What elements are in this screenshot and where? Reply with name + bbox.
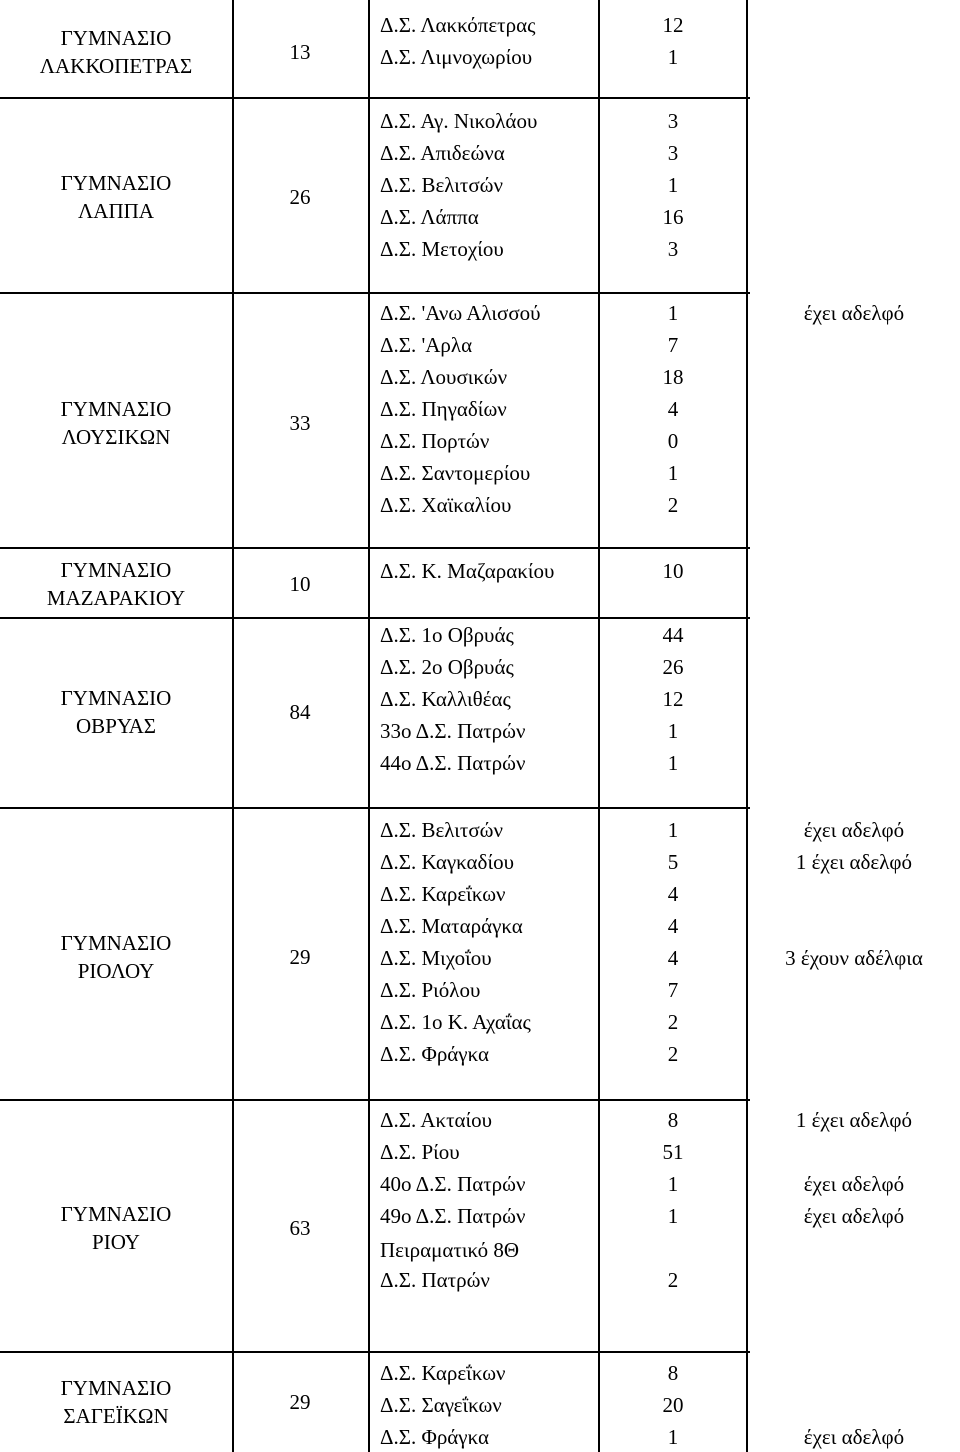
school-unit-name bbox=[380, 298, 541, 328]
school-unit-name bbox=[380, 394, 507, 424]
student-count: 1 bbox=[667, 1172, 679, 1196]
table-row bbox=[0, 748, 960, 778]
school-total: 26 bbox=[289, 185, 311, 209]
school-unit-name bbox=[380, 847, 514, 877]
table-row bbox=[0, 1007, 960, 1037]
school-unit-name-line: Δ.Σ. Φράγκα bbox=[380, 1425, 489, 1449]
school-name-line: ΜΑΖΑΡΑΚΙΟΥ bbox=[46, 586, 186, 610]
school-unit-name-line: Δ.Σ. Καγκαδίου bbox=[380, 850, 514, 874]
school-unit-name bbox=[380, 1007, 531, 1037]
student-count: 4 bbox=[667, 914, 679, 938]
school-unit-name-line: Πειραματικό 8Θ bbox=[380, 1238, 520, 1262]
section-divider bbox=[0, 292, 370, 294]
student-count: 4 bbox=[667, 882, 679, 906]
section-divider bbox=[0, 807, 370, 809]
school-unit-name-line: Δ.Σ. Αγ. Νικολάου bbox=[380, 109, 538, 133]
school-unit-name-line: Δ.Σ. Λουσικών bbox=[380, 365, 508, 389]
school-name-line: ΓΥΜΝΑΣΙΟ bbox=[60, 397, 172, 421]
school-name-line: ΓΥΜΝΑΣΙΟ bbox=[60, 1202, 172, 1226]
table-row bbox=[0, 1039, 960, 1069]
table-row bbox=[0, 394, 960, 424]
student-count: 7 bbox=[667, 333, 679, 357]
school-unit-name bbox=[380, 106, 537, 136]
school-unit-name bbox=[380, 490, 511, 520]
sibling-note: 1 έχει αδελφό bbox=[795, 850, 913, 874]
table-row bbox=[0, 975, 960, 1005]
student-count: 26 bbox=[662, 655, 684, 679]
school-total: 29 bbox=[289, 1390, 311, 1414]
table-row bbox=[0, 1137, 960, 1167]
school-unit-name-line: Δ.Σ. Απιδεώνα bbox=[380, 141, 505, 165]
section-divider-right bbox=[370, 292, 750, 294]
school-name-line: ΛΟΥΣΙΚΩΝ bbox=[61, 425, 171, 449]
school-unit-name bbox=[380, 815, 503, 845]
table-row bbox=[0, 815, 960, 845]
school-unit-name bbox=[380, 1137, 460, 1167]
school-unit-name bbox=[380, 234, 504, 264]
student-count: 2 bbox=[667, 1268, 679, 1292]
school-unit-name-line: Δ.Σ. Ματαράγκα bbox=[380, 914, 523, 938]
student-count: 1 bbox=[667, 461, 679, 485]
school-unit-name-line: Δ.Σ. 1ο Κ. Αχαΐας bbox=[380, 1010, 531, 1034]
school-unit-name bbox=[380, 975, 480, 1005]
school-unit-name-line: Δ.Σ. Λακκόπετρας bbox=[380, 13, 536, 37]
school-unit-name-line: Δ.Σ. Ριόλου bbox=[380, 978, 481, 1002]
school-name-line: ΓΥΜΝΑΣΙΟ bbox=[60, 171, 172, 195]
table-row bbox=[0, 42, 960, 72]
student-count: 20 bbox=[662, 1393, 684, 1417]
school-unit-name-line: Δ.Σ. Πηγαδίων bbox=[380, 397, 507, 421]
school-unit-name bbox=[380, 10, 535, 40]
school-name-line: ΓΥΜΝΑΣΙΟ bbox=[60, 931, 172, 955]
school-unit-name bbox=[380, 684, 511, 714]
school-name-line: ΟΒΡΥΑΣ bbox=[76, 714, 156, 738]
student-count: 8 bbox=[667, 1361, 679, 1385]
student-count: 2 bbox=[667, 1042, 679, 1066]
school-unit-name-line: 44ο Δ.Σ. Πατρών bbox=[380, 751, 526, 775]
student-count: 12 bbox=[662, 13, 684, 37]
school-unit-name bbox=[380, 1390, 502, 1420]
student-count: 1 bbox=[667, 1425, 679, 1449]
table-row bbox=[0, 1390, 960, 1420]
student-count: 12 bbox=[662, 687, 684, 711]
school-unit-name-line: Δ.Σ. Βελιτσών bbox=[380, 818, 503, 842]
school-unit-name-line: Δ.Σ. 'Ανω Αλισσού bbox=[380, 301, 541, 325]
section-divider-right bbox=[370, 617, 750, 619]
sibling-note: έχει αδελφό bbox=[803, 818, 905, 842]
school-name-line: ΓΥΜΝΑΣΙΟ bbox=[60, 1376, 172, 1400]
table-row bbox=[0, 879, 960, 909]
table-row bbox=[0, 716, 960, 746]
table-row bbox=[0, 847, 960, 877]
school-unit-name bbox=[380, 42, 532, 72]
table-row bbox=[0, 138, 960, 168]
table-row bbox=[0, 1422, 960, 1452]
school-total: 29 bbox=[289, 945, 311, 969]
table-row bbox=[0, 620, 960, 650]
student-count: 1 bbox=[667, 45, 679, 69]
student-count: 18 bbox=[662, 365, 684, 389]
student-count: 2 bbox=[667, 1010, 679, 1034]
school-unit-name bbox=[380, 362, 507, 392]
sibling-note: 3 έχουν αδέλφια bbox=[785, 946, 923, 970]
student-count: 4 bbox=[667, 946, 679, 970]
school-unit-name-line: Δ.Σ. Ρίου bbox=[380, 1140, 460, 1164]
table-row bbox=[0, 943, 960, 973]
school-unit-name-line: Δ.Σ. Καλλιθέας bbox=[380, 687, 511, 711]
sibling-note: έχει αδελφό bbox=[803, 1425, 905, 1449]
table-row bbox=[0, 426, 960, 456]
school-unit-name-line: Δ.Σ. 'Αρλα bbox=[380, 333, 473, 357]
school-unit-name bbox=[380, 170, 503, 200]
school-unit-name bbox=[380, 458, 530, 488]
sibling-note: 1 έχει αδελφό bbox=[795, 1108, 913, 1132]
student-count: 10 bbox=[662, 559, 684, 583]
school-name-line: ΡΙΟΥ bbox=[92, 1230, 140, 1254]
table-row bbox=[0, 1358, 960, 1388]
table-row bbox=[0, 330, 960, 360]
school-name-line: ΛΑΠΠΑ bbox=[78, 199, 154, 223]
school-unit-name-line: Δ.Σ. 2ο Οβρυάς bbox=[380, 655, 514, 679]
table-row bbox=[0, 458, 960, 488]
table-row bbox=[0, 1201, 960, 1231]
section-divider-right bbox=[370, 97, 750, 99]
table-row bbox=[0, 10, 960, 40]
school-unit-name bbox=[380, 138, 505, 168]
school-unit-name-line: 49ο Δ.Σ. Πατρών bbox=[380, 1204, 526, 1228]
school-unit-name-line: Δ.Σ. Μετοχίου bbox=[380, 237, 504, 261]
school-unit-name-line: Δ.Σ. Χαϊκαλίου bbox=[380, 493, 512, 517]
section-divider-right bbox=[370, 1099, 750, 1101]
student-count: 1 bbox=[667, 301, 679, 325]
school-unit-name-line: Δ.Σ. Καρεΐκων bbox=[380, 882, 506, 906]
table-row bbox=[0, 1169, 960, 1199]
table-row bbox=[0, 1105, 960, 1135]
school-unit-name bbox=[380, 620, 514, 650]
student-count: 1 bbox=[667, 173, 679, 197]
student-count: 1 bbox=[667, 719, 679, 743]
school-unit-name bbox=[380, 879, 506, 909]
table-row bbox=[0, 362, 960, 392]
school-name-line: ΣΑΓΕΪΚΩΝ bbox=[63, 1404, 169, 1428]
section-divider bbox=[0, 97, 370, 99]
section-divider bbox=[0, 547, 370, 549]
student-count: 1 bbox=[667, 818, 679, 842]
section-divider bbox=[0, 617, 370, 619]
student-count: 1 bbox=[667, 1204, 679, 1228]
student-count: 44 bbox=[662, 623, 684, 647]
school-unit-name-line: Δ.Σ. Σαγεΐκων bbox=[380, 1393, 502, 1417]
table-row bbox=[0, 911, 960, 941]
school-unit-name-line: Δ.Σ. Μιχοΐου bbox=[380, 946, 492, 970]
student-count: 2 bbox=[667, 493, 679, 517]
school-unit-name-line: Δ.Σ. Λιμνοχωρίου bbox=[380, 45, 533, 69]
school-unit-name-line: Δ.Σ. Βελιτσών bbox=[380, 173, 503, 197]
school-unit-name-line: Δ.Σ. Ακταίου bbox=[380, 1108, 493, 1132]
student-count: 5 bbox=[667, 850, 679, 874]
table-row bbox=[0, 1235, 960, 1295]
school-unit-name-line: Δ.Σ. Πατρών bbox=[380, 1268, 490, 1292]
school-unit-name bbox=[380, 1422, 489, 1452]
school-unit-name bbox=[380, 716, 525, 746]
school-unit-name-line: 33ο Δ.Σ. Πατρών bbox=[380, 719, 526, 743]
school-total: 84 bbox=[289, 700, 311, 724]
table-row bbox=[0, 490, 960, 520]
school-unit-name bbox=[380, 1235, 519, 1295]
sibling-note: έχει αδελφό bbox=[803, 1204, 905, 1228]
school-unit-name-line: Δ.Σ. Καρεΐκων bbox=[380, 1361, 506, 1385]
section-divider-right bbox=[370, 547, 750, 549]
school-unit-name bbox=[380, 1105, 492, 1135]
student-count: 3 bbox=[667, 109, 679, 133]
school-unit-name-line: Δ.Σ. 1ο Οβρυάς bbox=[380, 623, 514, 647]
table-row bbox=[0, 170, 960, 200]
school-unit-name bbox=[380, 426, 489, 456]
school-unit-name-line: 40ο Δ.Σ. Πατρών bbox=[380, 1172, 526, 1196]
school-name-line: ΡΙΟΛΟΥ bbox=[77, 959, 155, 983]
table-row bbox=[0, 106, 960, 136]
student-count: 7 bbox=[667, 978, 679, 1002]
school-unit-name-line: Δ.Σ. Κ. Μαζαρακίου bbox=[380, 559, 555, 583]
school-unit-name-line: Δ.Σ. Λάππα bbox=[380, 205, 479, 229]
sibling-note: έχει αδελφό bbox=[803, 1172, 905, 1196]
school-unit-name bbox=[380, 943, 492, 973]
school-unit-name bbox=[380, 911, 523, 941]
student-count: 16 bbox=[662, 205, 684, 229]
student-count: 3 bbox=[667, 237, 679, 261]
school-total: 33 bbox=[289, 411, 311, 435]
school-total: 63 bbox=[289, 1216, 311, 1240]
table-row bbox=[0, 234, 960, 264]
table-row bbox=[0, 652, 960, 682]
school-total: 13 bbox=[289, 40, 311, 64]
school-unit-name bbox=[380, 330, 472, 360]
school-unit-name bbox=[380, 748, 525, 778]
school-name-line: ΓΥΜΝΑΣΙΟ bbox=[60, 558, 172, 582]
school-unit-name bbox=[380, 556, 554, 586]
school-unit-name-line: Δ.Σ. Σαντομερίου bbox=[380, 461, 531, 485]
sibling-note: έχει αδελφό bbox=[803, 301, 905, 325]
school-total: 10 bbox=[289, 572, 311, 596]
school-name-line: ΓΥΜΝΑΣΙΟ bbox=[60, 686, 172, 710]
table-row bbox=[0, 684, 960, 714]
school-unit-name bbox=[380, 1039, 489, 1069]
school-name-line: ΛΑΚΚΟΠΕΤΡΑΣ bbox=[39, 54, 193, 78]
school-unit-name bbox=[380, 1358, 506, 1388]
school-unit-name bbox=[380, 1201, 525, 1231]
student-count: 4 bbox=[667, 397, 679, 421]
student-count: 3 bbox=[667, 141, 679, 165]
table-row bbox=[0, 202, 960, 232]
student-count: 1 bbox=[667, 751, 679, 775]
school-unit-name bbox=[380, 652, 514, 682]
school-unit-name-line: Δ.Σ. Πορτών bbox=[380, 429, 490, 453]
school-name-line: ΓΥΜΝΑΣΙΟ bbox=[60, 26, 172, 50]
section-divider-right bbox=[370, 807, 750, 809]
school-unit-name bbox=[380, 1169, 525, 1199]
school-unit-name-line: Δ.Σ. Φράγκα bbox=[380, 1042, 489, 1066]
student-count: 51 bbox=[662, 1140, 684, 1164]
section-divider bbox=[0, 1099, 370, 1101]
school-unit-name bbox=[380, 202, 479, 232]
student-count: 8 bbox=[667, 1108, 679, 1132]
student-count: 0 bbox=[667, 429, 679, 453]
section-divider-right bbox=[370, 1351, 750, 1353]
table-row bbox=[0, 556, 960, 586]
section-divider bbox=[0, 1351, 370, 1353]
table-row bbox=[0, 298, 960, 328]
